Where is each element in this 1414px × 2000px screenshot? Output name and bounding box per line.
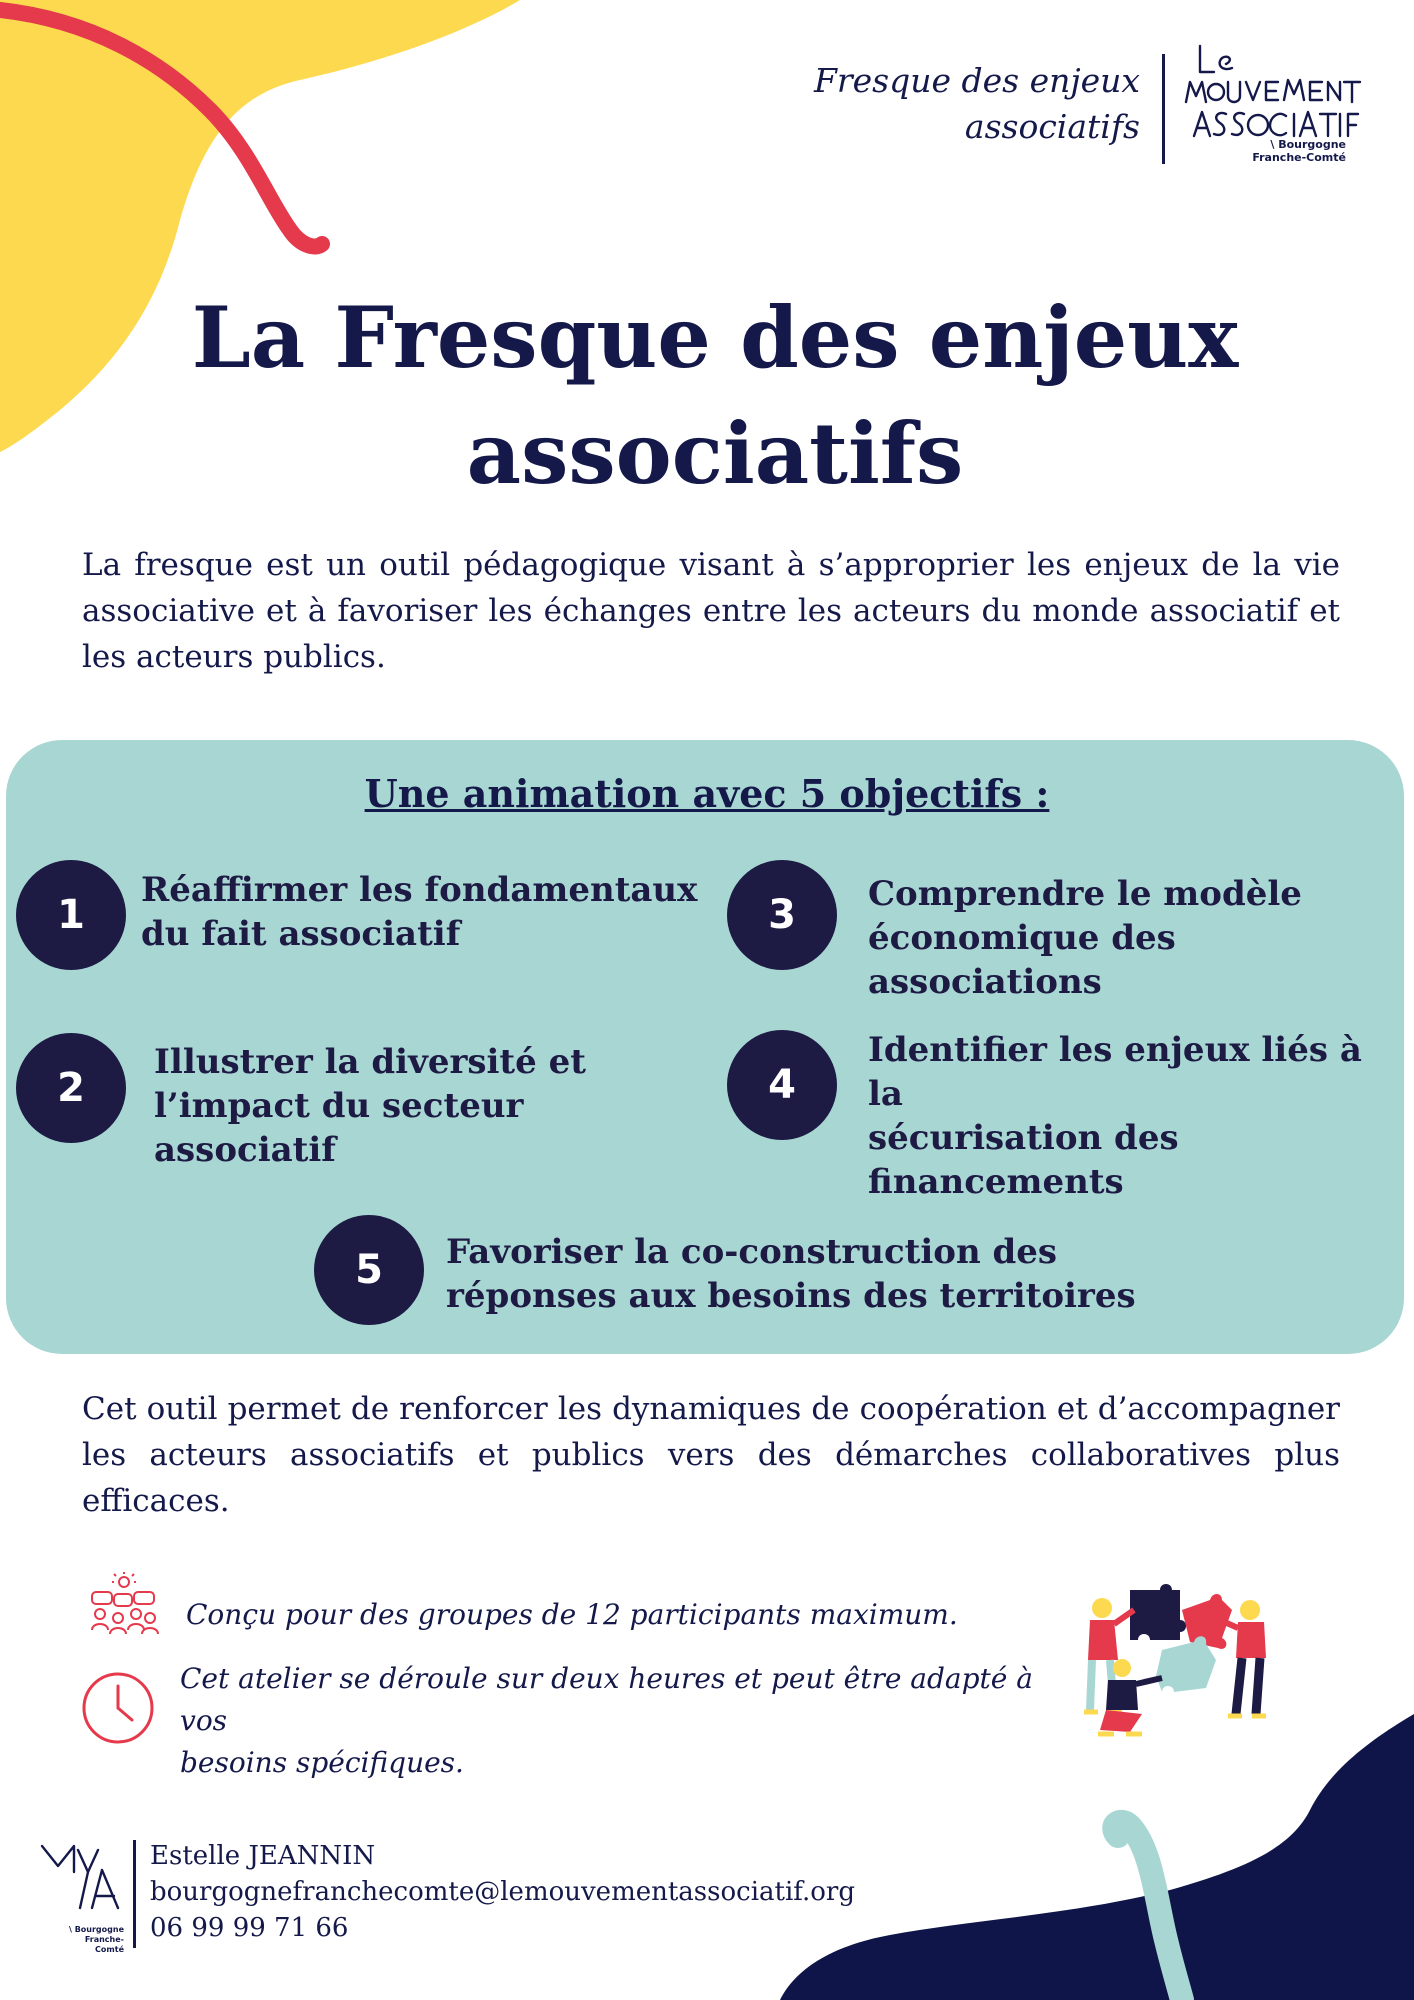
header-title-line2: associatifs <box>964 107 1140 146</box>
page-title-line2: associatifs <box>466 404 964 503</box>
intro-paragraph: La fresque est un outil pédagogique visant à s’approprier les enjeux de la vie associative et à favoriser les échanges entre les acteurs du monde associatif et les acteurs publics. <box>82 547 1340 675</box>
objective-text-2: Illustrer la diversité et l’impact du secteur associatif <box>154 1042 586 1170</box>
contact-block <box>150 1838 855 1946</box>
le-mouvement-associatif-logo <box>1182 38 1362 148</box>
objective-number-5: 5 <box>314 1215 424 1325</box>
puzzle-teamwork-illustration <box>1070 1580 1290 1760</box>
objectives-heading: Une animation avec 5 objectifs : <box>364 771 1050 816</box>
outro-paragraph: Cet outil permet de renforcer les dynamiques de coopération et d’accompagner les acteurs associatifs et publics vers des démarches collaboratives plus efficaces. <box>82 1391 1340 1519</box>
objective-number-3: 3 <box>727 860 837 970</box>
page-title-line1: La Fresque des enjeux <box>191 288 1239 387</box>
logo-region-label: \ Bourgogne Franche-Comté <box>1252 138 1346 164</box>
objective-number-4: 4 <box>727 1030 837 1140</box>
objective-text-4: Identifier les enjeux liés à la sécurisation des financements <box>868 1030 1362 1202</box>
contact-email[interactable]: bourgognefranchecomte@lemouvementassociatif.org <box>150 1877 855 1907</box>
mya-region-label: \ Bourgogne Franche-Comté <box>68 1925 124 1954</box>
mya-logo <box>40 1842 124 1912</box>
objective-text-1: Réaffirmer les fondamentaux du fait associatif <box>141 870 698 954</box>
contact-divider <box>133 1840 136 1948</box>
contact-phone[interactable]: 06 99 99 71 66 <box>150 1913 349 1943</box>
objective-text-3: Comprendre le modèle économique des associations <box>868 874 1302 1002</box>
objective-number-2: 2 <box>16 1033 126 1143</box>
contact-name: Estelle JEANNIN <box>150 1841 376 1871</box>
objective-text-5: Favoriser la co-construction des réponses aux besoins des territoires <box>446 1232 1136 1316</box>
header-title <box>720 58 1140 150</box>
group-discussion-icon <box>88 1572 160 1640</box>
clock-icon <box>80 1670 156 1746</box>
page-title <box>120 280 1310 512</box>
duration-info: Cet atelier se déroule sur deux heures et peut être adapté à vos besoins spécifiques. <box>180 1662 1033 1779</box>
header-title-line1: Fresque des enjeux <box>813 61 1140 100</box>
header-divider <box>1162 54 1165 164</box>
participants-info: Conçu pour des groupes de 12 participants maximum. <box>186 1598 958 1631</box>
objective-number-1: 1 <box>16 860 126 970</box>
